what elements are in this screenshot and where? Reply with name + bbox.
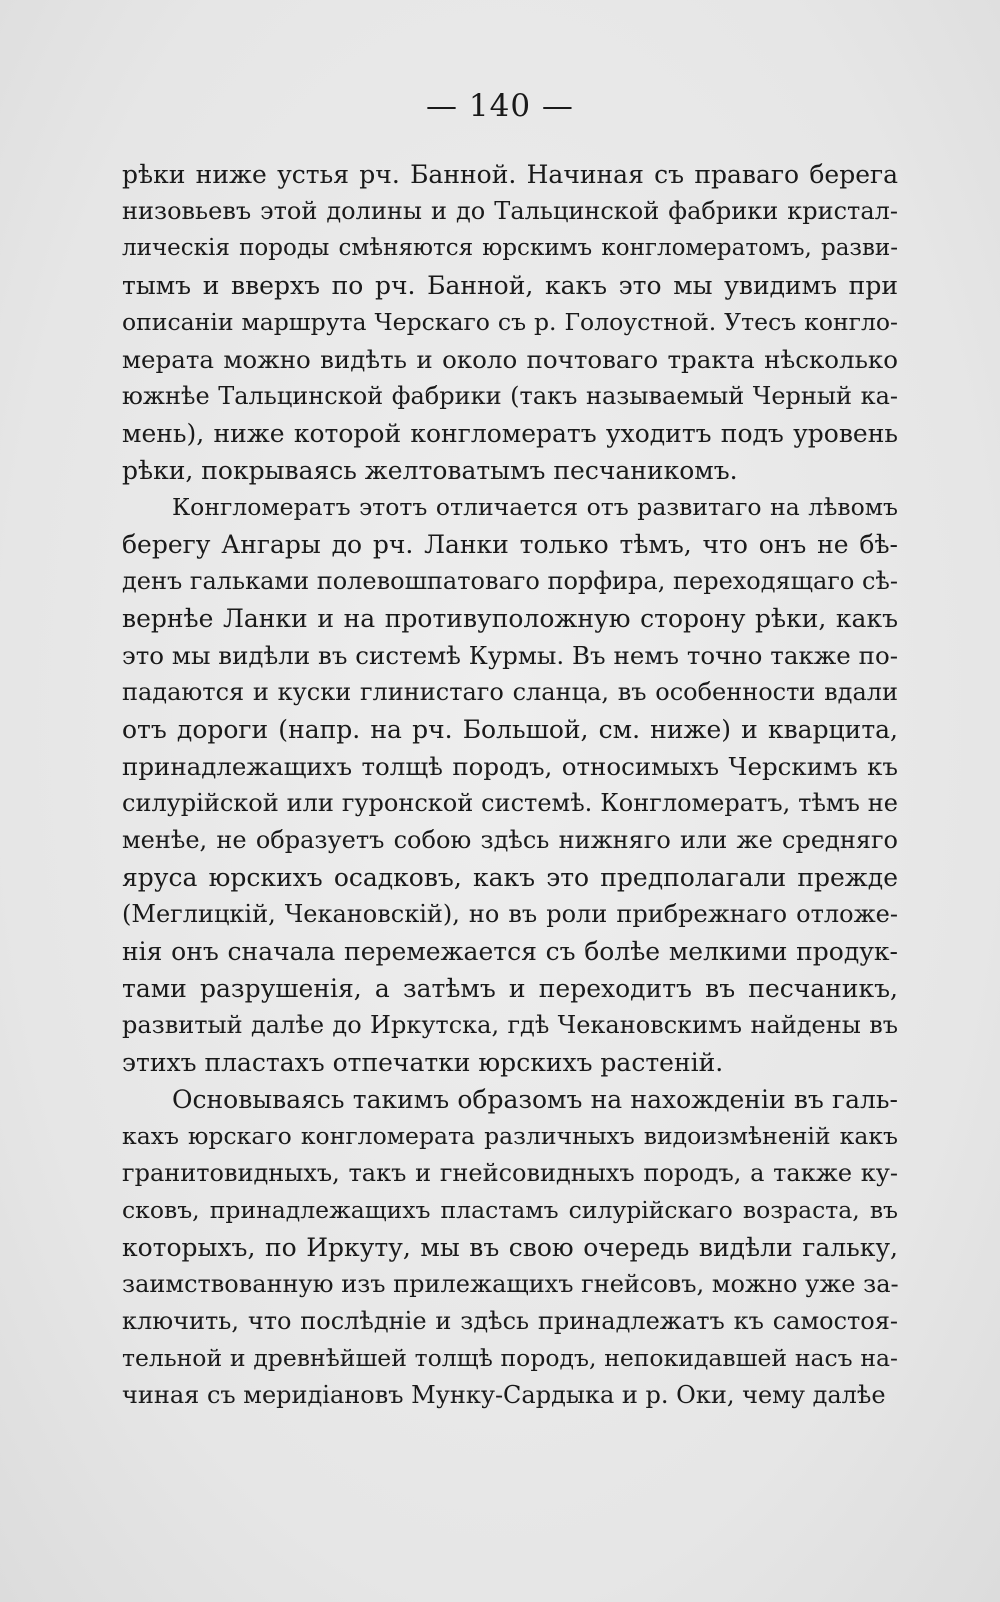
text-line: которыхъ, по Иркуту, мы въ свою очередь видѣли гальку,: [122, 1233, 898, 1262]
text-line: падаются и куски глинистаго сланца, въ особенности вдали: [122, 678, 898, 706]
text-line: тами разрушенія, а затѣмъ и переходитъ въ песчаникъ,: [122, 974, 898, 1003]
text-line: отъ дороги (напр. на рч. Большой, см. ниже) и кварцита,: [122, 715, 898, 744]
text-line: (Меглицкій, Чекановскій), но въ роли прибрежнаго отложе-: [122, 900, 898, 928]
text-line: описаніи маршрута Черскаго съ р. Голоустной. Утесъ конгло-: [122, 308, 898, 336]
text-line: тымъ и вверхъ по рч. Банной, какъ это мы увидимъ при: [122, 271, 898, 300]
text-line: берегу Ангары до рч. Ланки только тѣмъ, что онъ не бѣ-: [122, 530, 898, 559]
text-line: южнѣе Тальцинской фабрики (такъ называемый Черный ка-: [122, 382, 898, 410]
text-line: сковъ, принадлежащихъ пластамъ силурійскаго возраста, въ: [122, 1196, 898, 1224]
text-line: низовьевъ этой долины и до Тальцинской фабрики кристал-: [122, 197, 898, 225]
text-line: тельной и древнѣйшей толщѣ породъ, непокидавшей насъ на-: [122, 1344, 898, 1372]
text-line: рѣки, покрываясь желтоватымъ песчаникомъ.: [122, 456, 738, 485]
text-line: этихъ пластахъ отпечатки юрскихъ растеній.: [122, 1048, 724, 1077]
text-line: развитый далѣе до Иркутска, гдѣ Чекановскимъ найдены въ: [122, 1011, 898, 1039]
text-line: яруса юрскихъ осадковъ, какъ это предполагали прежде: [122, 863, 898, 892]
text-line: вернѣе Ланки и на противуположную сторону рѣки, какъ: [122, 604, 898, 633]
text-line: денъ гальками полевошпатоваго порфира, переходящаго сѣ-: [122, 567, 898, 595]
text-line: мень), ниже которой конгломератъ уходитъ подъ уровень: [122, 419, 898, 448]
text-line: рѣки ниже устья рч. Банной. Начиная съ праваго берега: [122, 160, 898, 189]
text-line: гранитовидныхъ, такъ и гнейсовидныхъ породъ, а также ку-: [122, 1159, 898, 1187]
page-number: — 140 —: [426, 88, 574, 124]
text-line: ключить, что послѣдніе и здѣсь принадлежатъ къ самостоя-: [122, 1307, 898, 1335]
paragraph: [122, 156, 898, 489]
text-line: кахъ юрскаго конгломерата различныхъ видоизмѣненій какъ: [122, 1122, 898, 1150]
text-line: силурійской или гуронской системѣ. Конгломератъ, тѣмъ не: [122, 789, 898, 817]
text-line: мерата можно видѣть и около почтоваго тракта нѣсколько: [122, 345, 898, 374]
text-line: принадлежащихъ толщѣ породъ, относимыхъ Черскимъ къ: [122, 752, 898, 781]
text-line: это мы видѣли въ системѣ Курмы. Въ немъ точно также по-: [122, 641, 898, 670]
paragraph: [122, 489, 898, 1081]
text-line: лическія породы смѣняются юрскимъ конгломератомъ, разви-: [122, 235, 898, 261]
text-line: менѣе, не образуетъ собою здѣсь нижняго или же средняго: [122, 826, 898, 854]
body-text: [122, 156, 898, 1414]
text-line: Конгломератъ этотъ отличается отъ развитаго на лѣвомъ: [172, 493, 898, 521]
paragraph: [122, 1081, 898, 1414]
text-line: заимствованную изъ прилежащихъ гнейсовъ, можно уже за-: [122, 1270, 899, 1298]
text-line: нія онъ сначала перемежается съ болѣе мелкими продук-: [122, 937, 898, 966]
text-line: чиная съ меридіановъ Мунку-Сардыка и р. Оки, чему далѣе: [122, 1381, 886, 1409]
text-line: Основываясь такимъ образомъ на нахожденіи въ галь-: [172, 1085, 898, 1114]
